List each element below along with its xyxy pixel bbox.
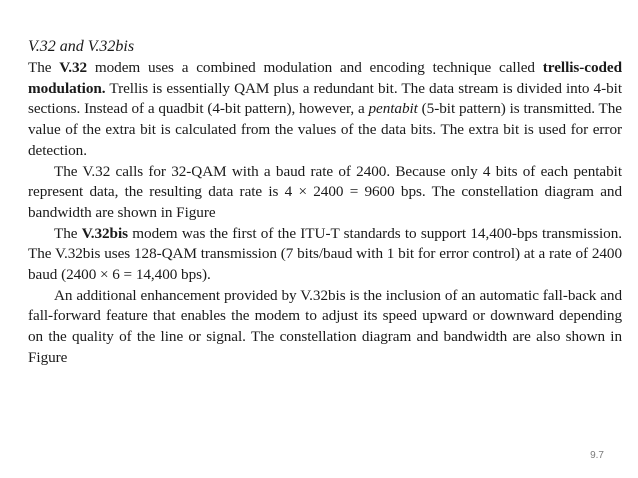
text-run: (5-bit pattern) is transmitted. The value of the extra bit is calculated from the values of the data bits. The extra bit is used for error detection. bbox=[28, 100, 622, 159]
paragraph bbox=[28, 286, 622, 369]
paragraph bbox=[28, 58, 622, 162]
text-run: The bbox=[28, 59, 60, 76]
body-text bbox=[28, 58, 622, 369]
paragraph bbox=[28, 162, 622, 224]
paragraph bbox=[28, 224, 622, 286]
text-run: modem was the first of the ITU-T standards to support 14,400-bps transmission. The V.32bis uses 128-QAM transmission (7 bits/baud with 1 bit for error control) at a rate of 2400 baud (2400 × 6 = 14,400 bps). bbox=[28, 224, 622, 284]
page-number: 9.7 bbox=[590, 450, 604, 461]
text-run: modem uses a combined modulation and encoding technique called bbox=[87, 59, 543, 76]
italic-term: pentabit bbox=[368, 100, 418, 118]
text-run: The V.32 calls for 32-QAM with a baud rate of 2400. Because only 4 bits of each pentabit represent data, the resulting data rate is 4 × 2400 = 9600 bps. The constellation diagram and bandwidth are shown in Figure bbox=[28, 162, 622, 221]
bold-term: V.32 bbox=[59, 59, 88, 76]
text-run: Trellis is essentially QAM plus a redundant bit. The data stream is divided into 4-bit sections. Instead of a quadbit (4-bit pattern), however, a bbox=[28, 79, 622, 118]
bold-term: V.32bis bbox=[81, 224, 128, 242]
bold-term: trellis-coded modulation. bbox=[28, 59, 622, 97]
text-run: The bbox=[54, 224, 82, 242]
section-heading: V.32 and V.32bis bbox=[28, 38, 135, 55]
text-run: An additional enhancement provided by V.32bis is the inclusion of an automatic fall-back and fall-forward feature that enables the modem to adjust its speed upward or downward depending on the quality of the line or signal. The constellation diagram and bandwidth are also shown in Figure bbox=[28, 286, 622, 366]
